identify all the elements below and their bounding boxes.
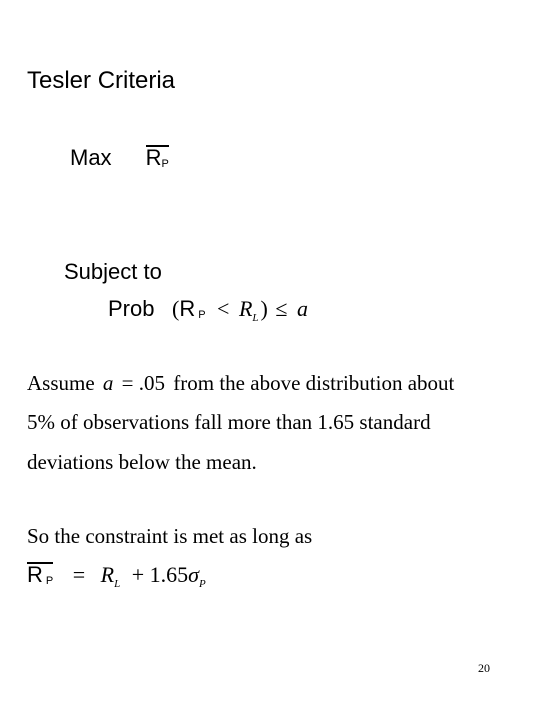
eq-rl-sub: L xyxy=(114,578,121,590)
constraint-line xyxy=(108,296,308,324)
rp-var: R xyxy=(145,145,162,170)
open-paren: ( xyxy=(171,296,180,321)
constraint-rp-sub: P xyxy=(198,309,206,321)
prob-label: Prob xyxy=(108,296,155,321)
eq-rp-var: R xyxy=(27,562,43,587)
eq-rp-bar xyxy=(27,562,53,587)
rp-sub: P xyxy=(161,158,169,170)
body-line-2: 5% of observations fall more than 1.65 standard xyxy=(27,410,431,434)
assume-a: a xyxy=(102,371,114,395)
eq-sigma-sub: P xyxy=(199,578,206,590)
assume-prefix: Assume xyxy=(27,371,95,395)
eq-sigma: σ xyxy=(188,562,200,587)
assume-eq: = .05 xyxy=(121,371,166,395)
max-label: Max xyxy=(70,145,112,170)
eq-rl: R xyxy=(100,562,115,587)
close-paren: ) xyxy=(260,296,268,321)
assume-line xyxy=(27,371,454,396)
constraint-rl: R xyxy=(238,296,253,321)
objective-line xyxy=(70,145,169,171)
rp-bar xyxy=(146,145,169,170)
constraint-a: a xyxy=(296,296,308,321)
eq-rp-sub: P xyxy=(45,575,54,587)
le-symbol: ≤ xyxy=(275,296,288,321)
lt-symbol: < xyxy=(217,296,230,321)
assume-rest: from the above distribution about xyxy=(173,371,455,395)
constraint-rl-sub: L xyxy=(252,312,259,324)
eq-symbol: = xyxy=(72,562,86,587)
subject-to: Subject to xyxy=(64,259,162,284)
equation-line xyxy=(27,562,206,590)
eq-plus: + 1.65 xyxy=(131,562,189,587)
body-line-3: deviations below the mean. xyxy=(27,450,257,474)
slide-title: Tesler Criteria xyxy=(27,67,176,94)
page-number: 20 xyxy=(478,661,490,675)
constraint-rp: R xyxy=(179,296,196,321)
so-line: So the constraint is met as long as xyxy=(27,524,313,548)
